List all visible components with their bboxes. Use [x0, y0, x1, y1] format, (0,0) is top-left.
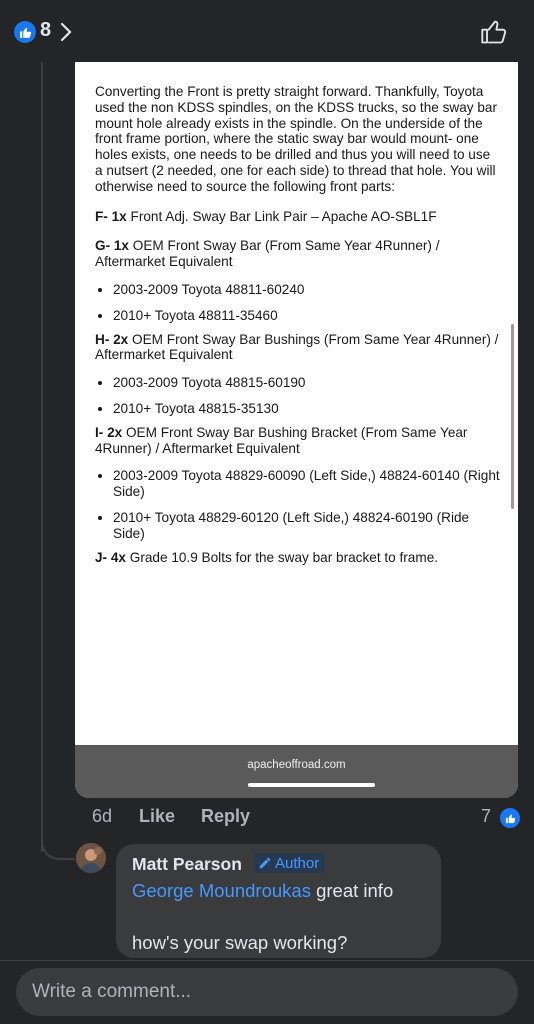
reaction-count[interactable]: 8 — [40, 19, 52, 41]
document-scrollbar — [511, 324, 514, 509]
reply-button[interactable]: Reply — [201, 806, 251, 826]
list-item: • 2010+ Toyota 48815-35130 — [113, 401, 500, 417]
attached-document-image[interactable] — [75, 62, 518, 798]
comment-author[interactable]: Matt Pearson — [132, 854, 242, 874]
comment-timestamp: 6d — [92, 806, 113, 826]
comment-text: George Moundroukas great info how's your swap working? — [132, 878, 432, 956]
comment-input[interactable] — [16, 968, 518, 1016]
list-item: • 2003-2009 Toyota 48829-60090 (Left Side,) 48824-60140 (Right Side) — [113, 468, 500, 500]
document-text — [95, 84, 500, 565]
thread-connector — [41, 820, 75, 860]
like-reaction-icon[interactable] — [14, 21, 36, 43]
list-item: • 2003-2009 Toyota 48811-60240 — [113, 282, 500, 298]
list-item: • 2010+ Toyota 48811-35460 — [113, 308, 500, 324]
comment-line: how's your swap working? — [132, 932, 348, 953]
site-url: apacheoffroad.com — [247, 759, 346, 771]
doc-list-i — [95, 468, 500, 541]
list-item: • 2010+ Toyota 48829-60120 (Left Side,) 48824-60190 (Ride Side) — [113, 510, 500, 542]
doc-list-h — [95, 375, 500, 417]
chevron-right-icon[interactable] — [60, 22, 72, 42]
doc-item-g: G- 1x OEM Front Sway Bar (From Same Year 4Runner) / Aftermarket Equivalent — [95, 238, 440, 270]
home-indicator — [248, 783, 375, 787]
doc-intro: Converting the Front is pretty straight forward. Thankfully, Toyota used the non KDSS spindles, on the KDSS trucks, so the sway bar mount hole already exists in the spindle. On the underside of the front frame portion, where the static sway bar would mount- one holes exists, one needs to be drilled and thus you will need to use a nutsert (2 needed, one for each side) to thread that hole. You will otherwise need to source the following front parts: — [95, 84, 497, 194]
mention-link[interactable]: George Moundroukas — [132, 880, 311, 901]
thread-line — [41, 62, 43, 852]
reply-comment-bubble — [116, 844, 441, 958]
composer-divider — [0, 960, 534, 961]
avatar[interactable] — [76, 843, 106, 873]
doc-item-i: I- 2x OEM Front Sway Bar Bushing Bracket (From Same Year 4Runner) / Aftermarket Equivalent — [95, 424, 468, 456]
like-button[interactable]: Like — [139, 806, 176, 826]
comment-reaction-count[interactable]: 7 — [481, 806, 492, 826]
author-badge-label: Author — [275, 854, 320, 872]
doc-item-j: J- 4x Grade 10.9 Bolts for the sway bar bracket to frame. — [95, 549, 439, 565]
like-reaction-icon[interactable] — [498, 806, 522, 830]
author-badge — [254, 853, 325, 873]
doc-list-g — [95, 282, 500, 324]
list-item: • 2003-2009 Toyota 48815-60190 — [113, 375, 500, 391]
doc-item-f: F- 1x Front Adj. Sway Bar Link Pair – Apache AO-SBL1F — [95, 208, 437, 224]
pencil-icon — [258, 856, 272, 870]
top-bar — [0, 0, 534, 62]
thumbs-up-icon[interactable] — [480, 18, 508, 46]
doc-item-h: H- 2x OEM Front Sway Bar Bushings (From Same Year 4Runner) / Aftermarket Equivalent — [95, 331, 499, 363]
comment-input-placeholder: Write a comment... — [32, 981, 192, 1002]
document-footer — [75, 745, 518, 798]
